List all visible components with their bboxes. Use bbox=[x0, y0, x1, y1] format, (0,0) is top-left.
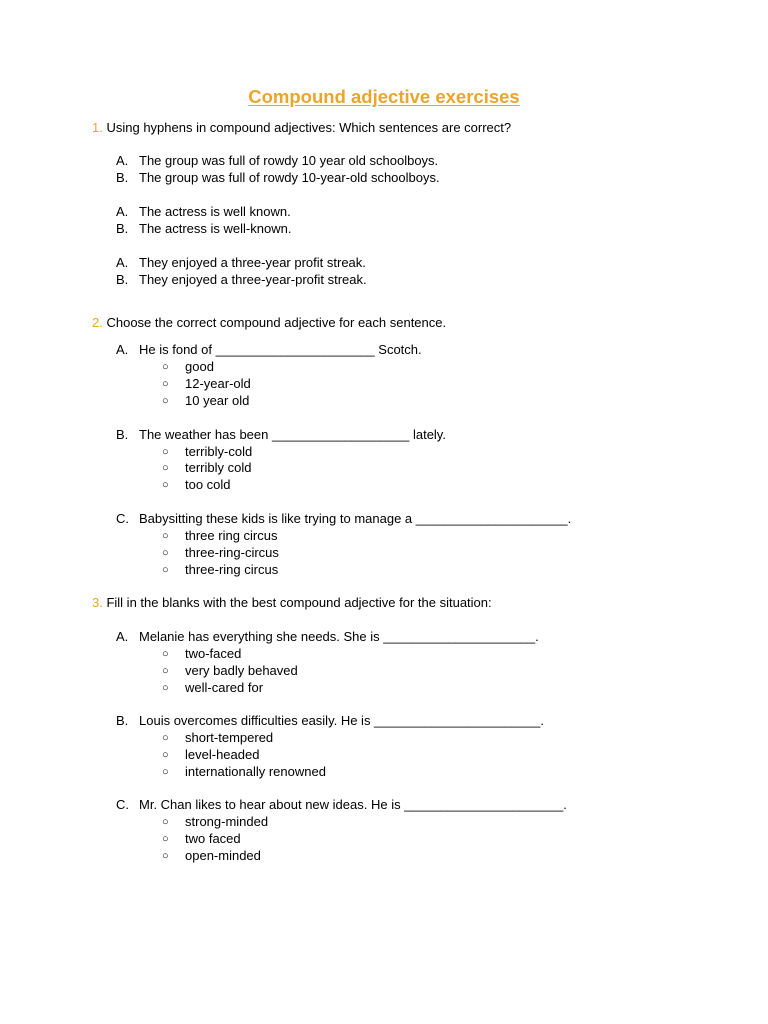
option-text: The group was full of rowdy 10-year-old schoolboys. bbox=[139, 170, 440, 185]
bullet-icon: ○ bbox=[162, 833, 169, 845]
question-number: 1. bbox=[92, 120, 103, 135]
option-letter: B. bbox=[116, 272, 129, 287]
bullet-icon: ○ bbox=[162, 766, 169, 778]
choice-text: short-tempered bbox=[185, 730, 274, 745]
question-text: Fill in the blanks with the best compound adjective for the situation: bbox=[106, 595, 492, 610]
bullet-icon: ○ bbox=[162, 479, 169, 491]
item-text: Mr. Chan likes to hear about new ideas. He is ______________________. bbox=[139, 797, 567, 812]
bullet-icon: ○ bbox=[162, 648, 169, 660]
choice-text: three-ring circus bbox=[185, 562, 279, 577]
choice-text: strong-minded bbox=[185, 814, 269, 829]
item-text: Melanie has everything she needs. She is _____________________. bbox=[139, 629, 539, 644]
bullet-icon: ○ bbox=[162, 682, 169, 694]
bullet-icon: ○ bbox=[162, 530, 169, 542]
bullet-icon: ○ bbox=[162, 462, 169, 474]
item-letter: A. bbox=[116, 342, 129, 357]
item-letter: B. bbox=[116, 427, 129, 442]
bullet-icon: ○ bbox=[162, 395, 169, 407]
bullet-icon: ○ bbox=[162, 446, 169, 458]
bullet-icon: ○ bbox=[162, 732, 169, 744]
choice-text: open-minded bbox=[185, 848, 261, 863]
option-text: The actress is well-known. bbox=[139, 221, 292, 236]
item-letter: C. bbox=[116, 797, 129, 812]
bullet-icon: ○ bbox=[162, 816, 169, 828]
bullet-icon: ○ bbox=[162, 665, 169, 677]
question-3-prompt bbox=[92, 595, 492, 611]
choice-text: terribly-cold bbox=[185, 444, 253, 459]
option-letter: A. bbox=[116, 153, 129, 168]
choice-text: three-ring-circus bbox=[185, 545, 279, 560]
item-letter: A. bbox=[116, 629, 129, 644]
bullet-icon: ○ bbox=[162, 378, 169, 390]
item-text: He is fond of ______________________ Scotch. bbox=[139, 342, 422, 357]
choice-text: very badly behaved bbox=[185, 663, 298, 678]
option-text: They enjoyed a three-year-profit streak. bbox=[139, 272, 367, 287]
item-letter: B. bbox=[116, 713, 129, 728]
page-title: Compound adjective exercises bbox=[248, 86, 520, 107]
choice-text: two-faced bbox=[185, 646, 242, 661]
question-1-prompt bbox=[92, 120, 511, 136]
bullet-icon: ○ bbox=[162, 547, 169, 559]
option-text: The actress is well known. bbox=[139, 204, 291, 219]
item-letter: C. bbox=[116, 511, 129, 526]
option-letter: B. bbox=[116, 221, 129, 236]
item-text: Louis overcomes difficulties easily. He is _______________________. bbox=[139, 713, 544, 728]
question-text: Using hyphens in compound adjectives: Which sentences are correct? bbox=[106, 120, 512, 135]
choice-text: well-cared for bbox=[185, 680, 264, 695]
option-text: They enjoyed a three-year profit streak. bbox=[139, 255, 366, 270]
choice-text: three ring circus bbox=[185, 528, 278, 543]
question-number: 2. bbox=[92, 315, 103, 330]
bullet-icon: ○ bbox=[162, 564, 169, 576]
choice-text: too cold bbox=[185, 477, 231, 492]
question-2-prompt bbox=[92, 315, 446, 331]
option-letter: A. bbox=[116, 255, 129, 270]
choice-text: 12-year-old bbox=[185, 376, 251, 391]
bullet-icon: ○ bbox=[162, 850, 169, 862]
question-number: 3. bbox=[92, 595, 103, 610]
item-text: Babysitting these kids is like trying to manage a _____________________. bbox=[139, 511, 572, 526]
choice-text: level-headed bbox=[185, 747, 260, 762]
option-letter: B. bbox=[116, 170, 129, 185]
choice-text: 10 year old bbox=[185, 393, 250, 408]
choice-text: good bbox=[185, 359, 214, 374]
bullet-icon: ○ bbox=[162, 361, 169, 373]
option-text: The group was full of rowdy 10 year old schoolboys. bbox=[139, 153, 439, 168]
choice-text: two faced bbox=[185, 831, 241, 846]
choice-text: internationally renowned bbox=[185, 764, 326, 779]
choice-text: terribly cold bbox=[185, 460, 252, 475]
question-text: Choose the correct compound adjective for each sentence. bbox=[106, 315, 447, 330]
bullet-icon: ○ bbox=[162, 749, 169, 761]
item-text: The weather has been ___________________ lately. bbox=[139, 427, 446, 442]
option-letter: A. bbox=[116, 204, 129, 219]
